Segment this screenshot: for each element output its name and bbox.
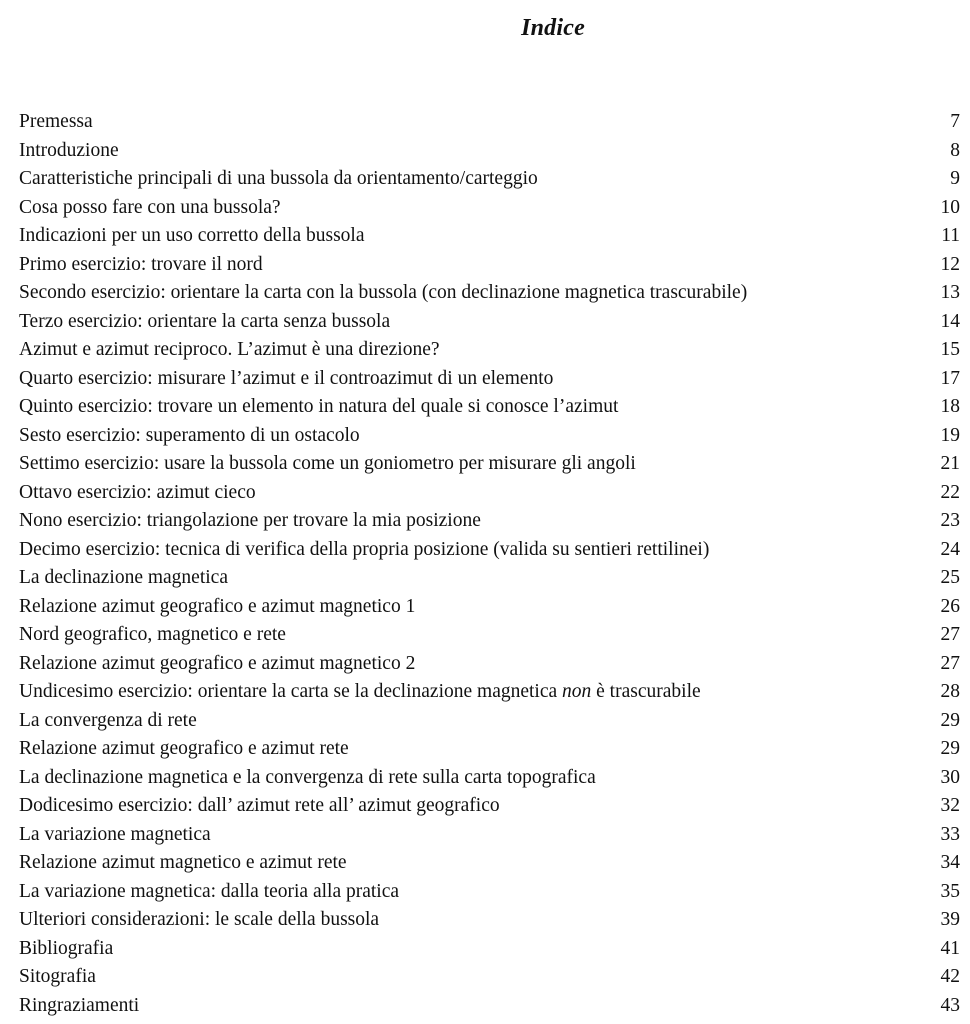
toc-entry xyxy=(19,365,960,394)
toc-entry-page: 8 xyxy=(950,139,960,161)
toc-entry-page: 43 xyxy=(940,994,960,1016)
toc-entry-page: 22 xyxy=(940,481,960,503)
toc-entry-title: Decimo esercizio: tecnica di verifica della propria posizione (valida su sentieri rettilinei) xyxy=(19,538,710,560)
toc-entry xyxy=(19,222,960,251)
toc-entry-page: 24 xyxy=(940,538,960,560)
toc-entry xyxy=(19,963,960,992)
toc-entry-page: 12 xyxy=(940,253,960,275)
toc-entry-page: 18 xyxy=(940,396,960,417)
toc-entry xyxy=(19,507,960,536)
toc-entry xyxy=(19,108,960,137)
toc-entry-title: Introduzione xyxy=(19,139,119,161)
toc-entry xyxy=(19,878,960,907)
toc-entry-page: 11 xyxy=(941,225,960,246)
toc-entry-page: 28 xyxy=(940,681,960,702)
toc-entry-title: Nono esercizio: triangolazione per trovare la mia posizione xyxy=(19,510,481,531)
toc-entry-page: 41 xyxy=(940,937,960,959)
toc-entry-title: Secondo esercizio: orientare la carta con la bussola (con declinazione magnetica trascurabile) xyxy=(19,282,748,303)
toc-entry-page: 17 xyxy=(940,367,960,389)
toc-entry-title: Caratteristiche principali di una bussola da orientamento/carteggio xyxy=(19,168,538,189)
toc-entry-page: 15 xyxy=(940,339,960,360)
page-title: Indice xyxy=(521,15,585,41)
toc-entry-page: 23 xyxy=(940,510,960,531)
toc-entry-page: 14 xyxy=(940,310,960,332)
toc-entry-page: 7 xyxy=(950,111,960,132)
table-of-contents xyxy=(19,108,960,1020)
toc-entry xyxy=(19,821,960,850)
toc-entry-page: 13 xyxy=(940,282,960,303)
toc-entry-title: Terzo esercizio: orientare la carta senza bussola xyxy=(19,310,391,332)
toc-entry-title: Ulteriori considerazioni: le scale della bussola xyxy=(19,909,380,930)
toc-entry-page: 9 xyxy=(950,168,960,189)
toc-entry-title: Bibliografia xyxy=(19,937,114,959)
toc-entry-title: Cosa posso fare con una bussola? xyxy=(19,196,281,218)
toc-entry-page: 27 xyxy=(940,652,960,674)
toc-entry-page: 27 xyxy=(940,624,960,645)
toc-entry-title: Settimo esercizio: usare la bussola come un goniometro per misurare gli angoli xyxy=(19,453,636,474)
toc-entry-page: 33 xyxy=(940,823,960,845)
toc-entry-title: Indicazioni per un uso corretto della bussola xyxy=(19,225,365,246)
toc-entry-page: 34 xyxy=(940,852,960,873)
toc-entry-title: La declinazione magnetica e la convergenza di rete sulla carta topografica xyxy=(19,766,596,788)
toc-entry-page: 21 xyxy=(940,453,960,474)
toc-entry-page: 39 xyxy=(940,909,960,930)
toc-entry-title: Quinto esercizio: trovare un elemento in natura del quale si conosce l’azimut xyxy=(19,396,619,417)
toc-entry xyxy=(19,992,960,1021)
toc-entry xyxy=(19,849,960,878)
toc-entry-title-part: è trascurabile xyxy=(591,681,701,702)
toc-entry xyxy=(19,308,960,337)
toc-entry-title: Relazione azimut magnetico e azimut rete xyxy=(19,852,347,873)
toc-entry xyxy=(19,593,960,622)
toc-entry xyxy=(19,251,960,280)
toc-entry-title: Ottavo esercizio: azimut cieco xyxy=(19,481,256,503)
toc-entry xyxy=(19,707,960,736)
toc-entry-page: 26 xyxy=(940,595,960,617)
toc-entry-title: Primo esercizio: trovare il nord xyxy=(19,253,263,275)
toc-entry-title: Sesto esercizio: superamento di un ostacolo xyxy=(19,424,360,446)
toc-entry xyxy=(19,764,960,793)
toc-entry-page: 29 xyxy=(940,738,960,759)
toc-entry xyxy=(19,935,960,964)
toc-entry-title-part: Undicesimo esercizio: orientare la carta se la declinazione magnetica xyxy=(19,681,563,702)
toc-entry-title: Relazione azimut geografico e azimut magnetico 2 xyxy=(19,652,416,674)
toc-entry xyxy=(19,678,960,707)
toc-entry-title: La declinazione magnetica xyxy=(19,567,228,588)
toc-entry-title: Azimut e azimut reciproco. L’azimut è una direzione? xyxy=(19,339,440,360)
toc-entry-title: Nord geografico, magnetico e rete xyxy=(19,624,286,645)
toc-entry xyxy=(19,450,960,479)
toc-entry-page: 42 xyxy=(940,966,960,987)
toc-entry xyxy=(19,479,960,508)
toc-entry-title: Relazione azimut geografico e azimut rete xyxy=(19,738,349,759)
toc-entry-page: 30 xyxy=(940,766,960,788)
toc-entry-title: Relazione azimut geografico e azimut magnetico 1 xyxy=(19,595,416,617)
toc-entry-title-emphasis: non xyxy=(562,681,592,702)
toc-entry-title: La variazione magnetica xyxy=(19,823,211,845)
toc-entry xyxy=(19,621,960,650)
toc-entry xyxy=(19,792,960,821)
toc-entry xyxy=(19,906,960,935)
toc-entry xyxy=(19,735,960,764)
toc-entry-title: Premessa xyxy=(19,111,93,132)
toc-entry-page: 25 xyxy=(940,567,960,588)
toc-entry xyxy=(19,564,960,593)
toc-entry xyxy=(19,650,960,679)
toc-entry-page: 29 xyxy=(940,709,960,731)
toc-entry-page: 32 xyxy=(940,795,960,816)
toc-entry xyxy=(19,194,960,223)
toc-entry xyxy=(19,536,960,565)
toc-entry-title: Dodicesimo esercizio: dall’ azimut rete all’ azimut geografico xyxy=(19,795,500,816)
toc-entry-title: Sitografia xyxy=(19,966,96,987)
toc-entry-title: Ringraziamenti xyxy=(19,994,140,1016)
toc-entry-page: 19 xyxy=(940,424,960,446)
toc-entry-title: La convergenza di rete xyxy=(19,709,197,731)
toc-entry xyxy=(19,165,960,194)
toc-entry-title: La variazione magnetica: dalla teoria alla pratica xyxy=(19,880,400,902)
toc-entry-page: 35 xyxy=(940,880,960,902)
toc-entry xyxy=(19,137,960,166)
toc-entry xyxy=(19,422,960,451)
toc-entry-title: Quarto esercizio: misurare l’azimut e il controazimut di un elemento xyxy=(19,367,554,389)
toc-entry-title xyxy=(19,678,924,707)
toc-entry xyxy=(19,393,960,422)
toc-entry xyxy=(19,336,960,365)
toc-entry-page: 10 xyxy=(940,196,960,218)
toc-entry xyxy=(19,279,960,308)
